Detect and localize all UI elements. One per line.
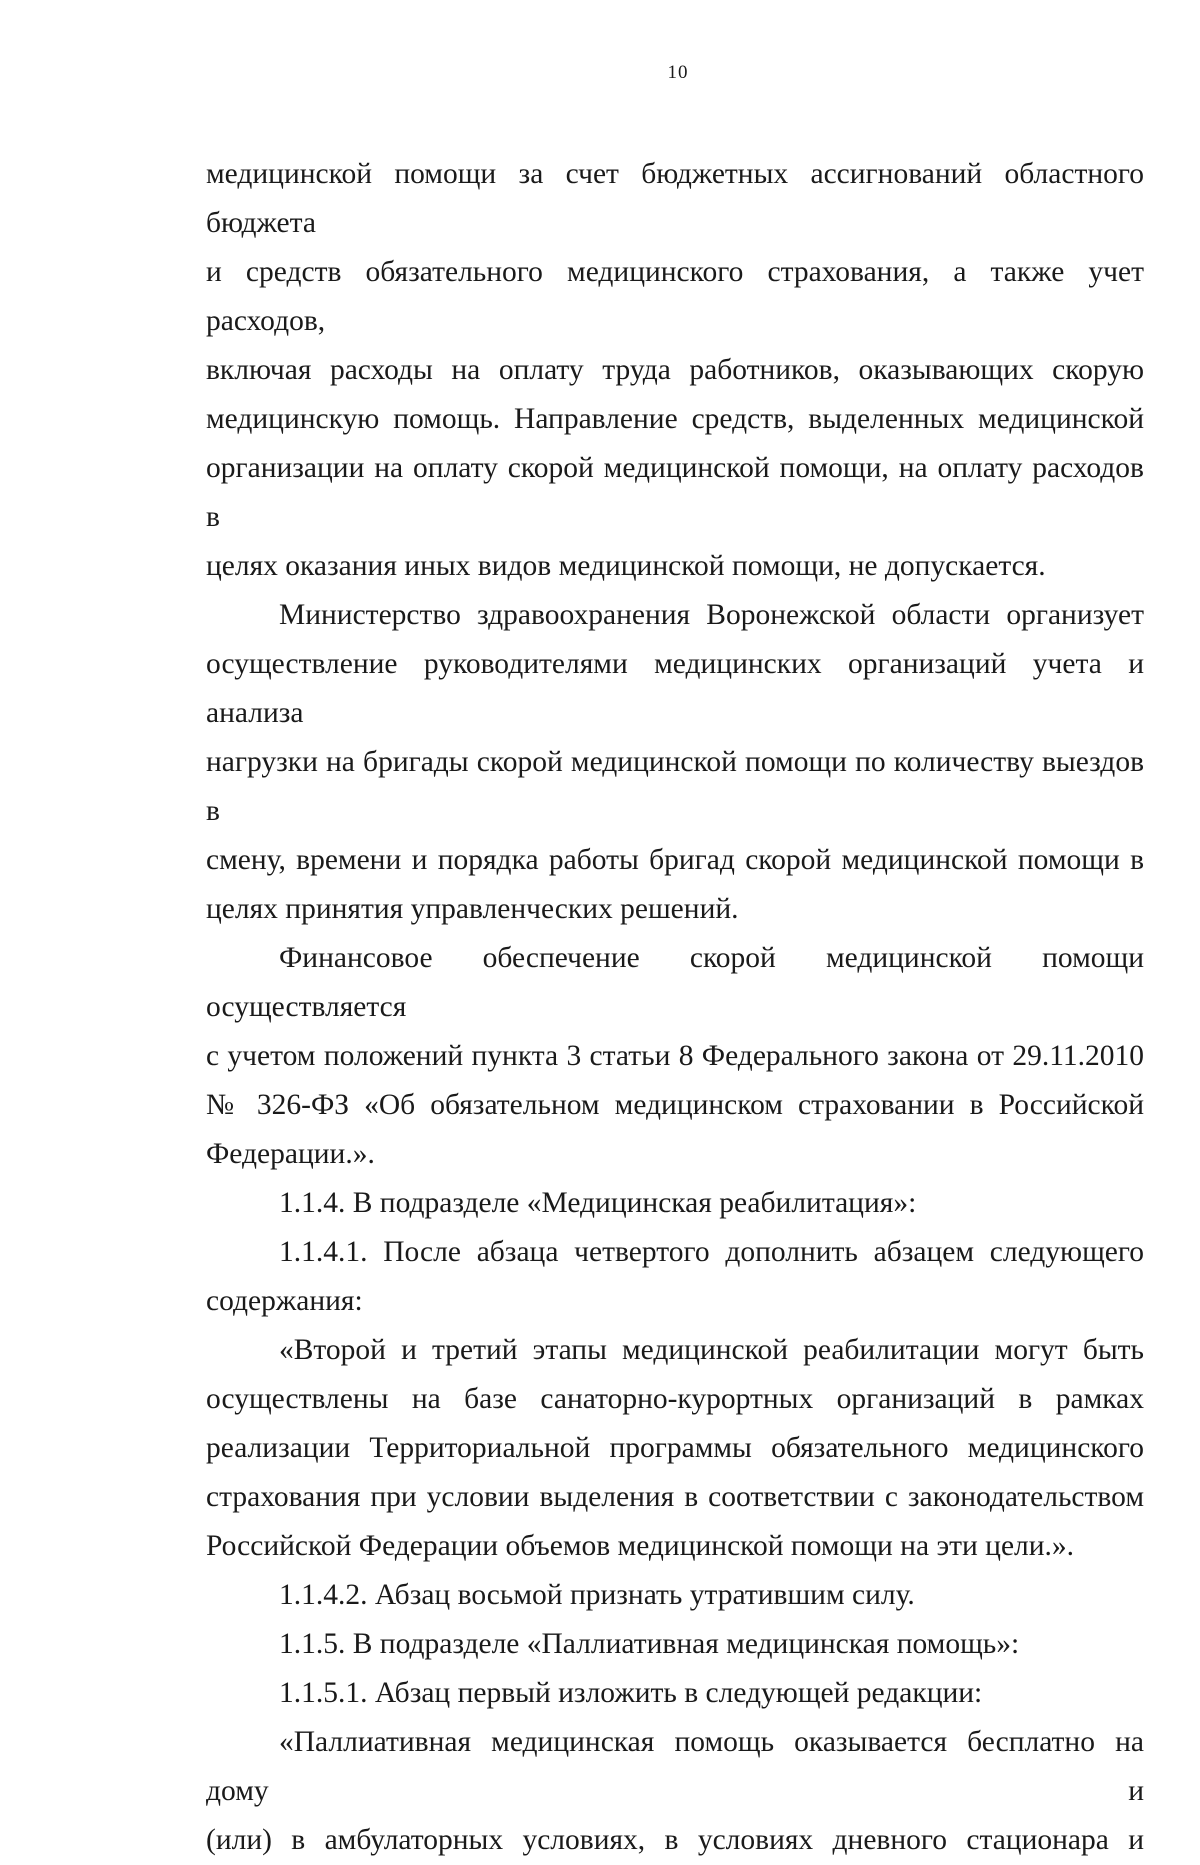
text-line: нагрузки на бригады скорой медицинской помощи по количеству выездов в	[206, 746, 1144, 827]
paragraph	[206, 1718, 1144, 1865]
paragraph	[206, 1228, 1144, 1326]
text-line: 1.1.4.1. После абзаца четвертого дополнить абзацем следующего	[279, 1236, 1144, 1268]
text-line: осуществление руководителями медицинских организаций учета и анализа	[206, 648, 1144, 729]
text-line: медицинской помощи за счет бюджетных ассигнований областного бюджета	[206, 158, 1144, 239]
text-line: 1.1.4.2. Абзац восьмой признать утратившим силу.	[279, 1579, 915, 1611]
text-line: целях принятия управленческих решений.	[206, 893, 739, 925]
paragraph	[206, 1179, 1144, 1228]
text-line: организации на оплату скорой медицинской помощи, на оплату расходов в	[206, 452, 1144, 533]
text-line: и средств обязательного медицинского страхования, а также учет расходов,	[206, 256, 1144, 337]
paragraph	[206, 1620, 1144, 1669]
text-line: страхования при условии выделения в соответствии с законодательством	[206, 1481, 1144, 1513]
text-line: 1.1.5.1. Абзац первый изложить в следующей редакции:	[279, 1677, 983, 1709]
paragraph	[206, 1326, 1144, 1571]
text-line: смену, времени и порядка работы бригад скорой медицинской помощи в	[206, 844, 1144, 876]
text-line: № 326-ФЗ «Об обязательном медицинском страховании в Российской	[206, 1089, 1144, 1121]
paragraph	[206, 1571, 1144, 1620]
text-line: целях оказания иных видов медицинской помощи, не допускается.	[206, 550, 1046, 582]
paragraph	[206, 934, 1144, 1179]
text-line: реализации Территориальной программы обязательного медицинского	[206, 1432, 1144, 1464]
text-line: осуществлены на базе санаторно-курортных организаций в рамках	[206, 1383, 1144, 1415]
text-line: с учетом положений пункта 3 статьи 8 Федерального закона от 29.11.2010	[206, 1040, 1144, 1072]
text-line: включая расходы на оплату труда работников, оказывающих скорую	[206, 354, 1144, 386]
text-line: содержания:	[206, 1285, 363, 1317]
paragraph	[206, 591, 1144, 934]
document-body	[206, 150, 1144, 1865]
text-line: «Второй и третий этапы медицинской реабилитации могут быть	[279, 1334, 1144, 1366]
text-line: медицинскую помощь. Направление средств, выделенных медицинской	[206, 403, 1144, 435]
text-line: Финансовое обеспечение скорой медицинской помощи осуществляется	[206, 942, 1144, 1023]
text-line: Федерации.».	[206, 1138, 375, 1170]
text-line: 1.1.4. В подразделе «Медицинская реабилитация»:	[279, 1187, 917, 1219]
text-line: (или) в амбулаторных условиях, в условиях дневного стационара и	[206, 1824, 1144, 1856]
text-line: «Паллиативная медицинская помощь оказывается бесплатно на дому и	[206, 1726, 1144, 1807]
page-number: 10	[667, 62, 689, 83]
paragraph	[206, 150, 1144, 591]
text-line: Российской Федерации объемов медицинской помощи на эти цели.».	[206, 1530, 1075, 1562]
paragraph	[206, 1669, 1144, 1718]
text-line: 1.1.5. В подразделе «Паллиативная медицинская помощь»:	[279, 1628, 1020, 1660]
text-line: Министерство здравоохранения Воронежской области организует	[279, 599, 1144, 631]
